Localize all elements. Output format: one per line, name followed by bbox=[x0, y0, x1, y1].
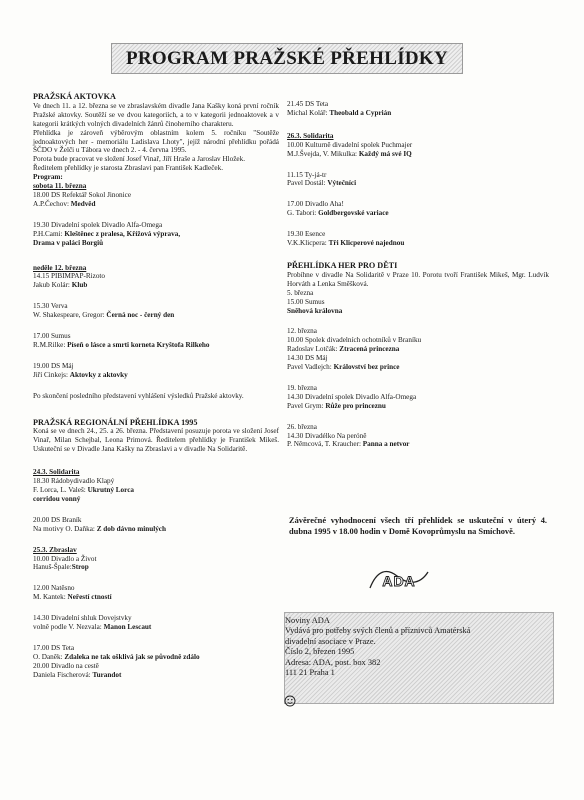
program-entry bbox=[287, 384, 549, 411]
left-column bbox=[33, 93, 279, 680]
entry-play: Daniela Fischerová: Turandot bbox=[33, 670, 122, 679]
entry-play: Michal Kolář: Theobald a Cyprián bbox=[287, 108, 392, 117]
entry-time-group: 19.30 Esence bbox=[287, 230, 326, 239]
entry-play: Jiří Cinkejs: Aktovky z aktovky bbox=[33, 370, 128, 379]
children-heading: PŘEHLÍDKA HER PRO DĚTI bbox=[287, 260, 398, 270]
ada-logo bbox=[367, 566, 431, 594]
program-entry bbox=[287, 171, 549, 189]
entry-play: V.K.Klicpera: Tři Klicperové najednou bbox=[287, 239, 405, 248]
program-entry bbox=[33, 191, 279, 209]
program-entry bbox=[33, 477, 279, 504]
entry-time-group: 14.30 DS Máj bbox=[287, 354, 328, 363]
entry-time-group: 20.00 Divadlo na cestě bbox=[33, 661, 99, 670]
program-entry bbox=[33, 516, 279, 534]
entry-time-group: 14.30 Divadelní shluk Dovejstvky bbox=[33, 614, 132, 623]
program-entry bbox=[287, 100, 549, 118]
entry-time-group: 10.00 Spolek divadelních ochotníků v Braníku bbox=[287, 336, 422, 345]
entry-play: P. Němcová, T. Kraucher: Panna a netvor bbox=[287, 440, 410, 449]
entry-time-group: 10.00 Kulturně divadelní spolek Puchmajer bbox=[287, 140, 413, 149]
entry-time-group: 18.30 Rádobydivadlo Klapý bbox=[33, 477, 115, 486]
entry-date: 19. března bbox=[287, 383, 317, 392]
program-entry bbox=[33, 332, 279, 350]
entry-play: Sněhová královna bbox=[287, 306, 343, 315]
day-heading: 25.3. Zbraslav bbox=[33, 545, 77, 554]
page-title: PROGRAM PRAŽSKÉ PŘEHLÍDKY bbox=[125, 48, 449, 69]
entry-time-group: 14.30 Divadélko Na peróně bbox=[287, 431, 367, 440]
imprint-line: Noviny ADA bbox=[285, 616, 330, 625]
entry-play: Pavel Dostál: Výtečníci bbox=[287, 179, 357, 188]
entry-play: M. Kantek: Neřestí ctností bbox=[33, 593, 112, 602]
day-heading: 26.3. Solidarita bbox=[287, 131, 334, 140]
entry-play: O. Daněk: Zdaleka ne tak ošklivá jak se původně zdálo bbox=[33, 652, 200, 661]
program-entry bbox=[287, 327, 549, 372]
program-entry bbox=[287, 200, 549, 218]
entry-time-group: 19.30 Divadelní spolek Divadlo Alfa-Omega bbox=[33, 220, 163, 229]
entry-play: Pavel Grym: Růže pro princeznu bbox=[287, 401, 386, 410]
regional-heading: PRAŽSKÁ REGIONÁLNÍ PŘEHLÍDKA 1995 bbox=[33, 417, 198, 427]
entry-play-cont: Drama v paláci Borgiů bbox=[33, 238, 104, 247]
program-entry bbox=[33, 362, 279, 380]
imprint-line: Vydává pro potřeby svých členů a příznivců Amatérská bbox=[285, 626, 471, 636]
entry-time-group: 15.30 Verva bbox=[33, 302, 68, 311]
entry-time-group: 11.15 Ty-já-tr bbox=[287, 170, 327, 179]
entry-time-group: 18.00 DS Refektář Sokol Jinonice bbox=[33, 190, 132, 199]
entry-play: Jakub Kolár: Klub bbox=[33, 281, 88, 290]
entry-time-group: 17.00 Sumus bbox=[33, 332, 71, 341]
aktovka-director: Ředitelem přehlídky je starosta Zbraslavi pan František Kadleček. bbox=[33, 164, 224, 173]
entry-date: 12. března bbox=[287, 327, 317, 336]
program-entry bbox=[33, 614, 279, 632]
aktovka-closing-note: Po skončení posledního představení vyhlášení výsledků Pražské aktovky. bbox=[33, 391, 244, 400]
entry-time-group: 15.00 Sumus bbox=[287, 297, 325, 306]
imprint-line: Adresa: ADA, post. box 382 bbox=[285, 657, 381, 667]
program-entry bbox=[33, 644, 279, 680]
entry-time-group: 17.00 DS Teta bbox=[33, 643, 75, 652]
children-intro: Probíhne v divadle Na Solidaritě v Praze 10. Porotu tvoří František Mikeš, Mgr. Ludvík Horváth a Lenka Směšková. bbox=[287, 270, 549, 288]
entry-time-group: 17.00 Divadlo Aha! bbox=[287, 200, 344, 209]
entry-play: R.M.Rilke: Píseň o lásce a smrti korneta Kryštofa Rilkeho bbox=[33, 340, 210, 349]
closing-announcement: Závěrečné vyhodnocení všech tří přehlídek se uskuteční v úterý 4. dubna 1995 v 18.00 hodin v Domě Kovoprůmyslu na Smíchově. bbox=[289, 516, 547, 537]
imprint-line: 111 21 Praha 1 bbox=[285, 668, 335, 678]
entry-play: G. Tabori: Goldbergovské variace bbox=[287, 209, 389, 218]
entry-play: F. Lorca, L. Valeš: Ukrutný Lorca bbox=[33, 486, 134, 494]
program-entry bbox=[33, 272, 279, 290]
entry-play: W. Shakespeare, Gregor: Černá noc - černý den bbox=[33, 311, 175, 320]
entry-time-group: 19.00 DS Máj bbox=[33, 361, 74, 370]
aktovka-heading: PRAŽSKÁ AKTOVKA bbox=[33, 92, 116, 101]
day-heading: 24.3. Solidarita bbox=[33, 468, 80, 477]
svg-text:ADA: ADA bbox=[382, 573, 416, 589]
program-entry bbox=[33, 584, 279, 602]
entry-date: 5. března bbox=[287, 288, 314, 297]
program-entry bbox=[33, 555, 279, 573]
entry-time-group: 10.00 Divadlo a Život bbox=[33, 554, 97, 563]
entry-play: Radoslav Lotčák: Ztracená princezna bbox=[287, 345, 400, 354]
entry-play: Pavel Vadlejch: Království bez prince bbox=[287, 363, 400, 372]
regional-intro: Koná se ve dnech 24., 25. a 26. března. Představení posuzuje porota ve složení Josef Vinař, Milan Schejbal, Leona Primová. Ředitelem přehlídky je František Mikeš. Uskuteční se v Divadle Jana Kašky na Zbraslavi a v divadle Na Solidaritě. bbox=[33, 427, 279, 454]
entry-time-group: 14.15 PIBIMPAP-Rizoto bbox=[33, 272, 106, 281]
smiley-icon bbox=[284, 695, 296, 707]
right-column bbox=[287, 100, 549, 461]
entry-play: A.P.Čechov: Medvěd bbox=[33, 199, 96, 208]
aktovka-jury: Porota bude pracovat ve složení Josef Vinař, Jiří Hraše a Jaroslav Hložek. bbox=[33, 155, 245, 164]
program-entry bbox=[287, 141, 549, 159]
program-entry bbox=[33, 302, 279, 320]
aktovka-memorial: Přehlídka je zároveň výběrovým oblastním kolem 5. ročníku "Soutěže jednoaktových her - memoriálu Ladislava Lhoty", jejíž národní přehlídku pořádá ŠČDO v Želči u Tábora ve dnech 2. - 4. června 1995. bbox=[33, 128, 279, 155]
entry-date: 26. března bbox=[287, 422, 317, 431]
day-heading: neděle 12. března bbox=[33, 263, 87, 272]
program-label: Program: bbox=[33, 173, 63, 182]
entry-play: volně podle V. Nezvala: Manon Lescaut bbox=[33, 623, 152, 632]
entry-time-group: 21.45 DS Teta bbox=[287, 100, 329, 108]
imprint-line: Číslo 2, březen 1995 bbox=[285, 647, 355, 657]
imprint-text bbox=[285, 616, 550, 678]
entry-time-group: 12.00 Natěsno bbox=[33, 584, 75, 593]
program-entry bbox=[33, 221, 279, 248]
program-entry bbox=[287, 423, 549, 450]
program-entry bbox=[287, 230, 549, 248]
entry-play: M.J.Švejda, V. Mikulka: Každý má své IQ bbox=[287, 149, 412, 158]
aktovka-intro: Ve dnech 11. a 12. března se ve zbraslavském divadle Jana Kašky koná první ročník Pražské aktovky. Soutěží se ve dvou kategoriích, a to v kategorii jednoaktovek a v kategorii krátkých volných divadelních žánrů činoherního charakteru. bbox=[33, 101, 279, 128]
entry-time-group: 20.00 DS Braník bbox=[33, 515, 82, 524]
entry-play-cont: corridou vonný bbox=[33, 494, 81, 503]
imprint-line: divadelní asociace v Praze. bbox=[285, 636, 376, 646]
entry-play: Hanuš-Špale:Strop bbox=[33, 563, 89, 572]
entry-play: P.H.Cami: Kleštěnec z pralesa, Křížová výprava, bbox=[33, 229, 181, 238]
day-heading: sobota 11. března bbox=[33, 182, 87, 191]
entry-time-group: 14.30 Divadelní spolek Divadlo Alfa-Omega bbox=[287, 392, 417, 401]
entry-play: Na motivy O. Daňka: Z dob dávno minulých bbox=[33, 524, 166, 533]
title-banner bbox=[111, 43, 463, 74]
program-entry bbox=[287, 289, 549, 316]
